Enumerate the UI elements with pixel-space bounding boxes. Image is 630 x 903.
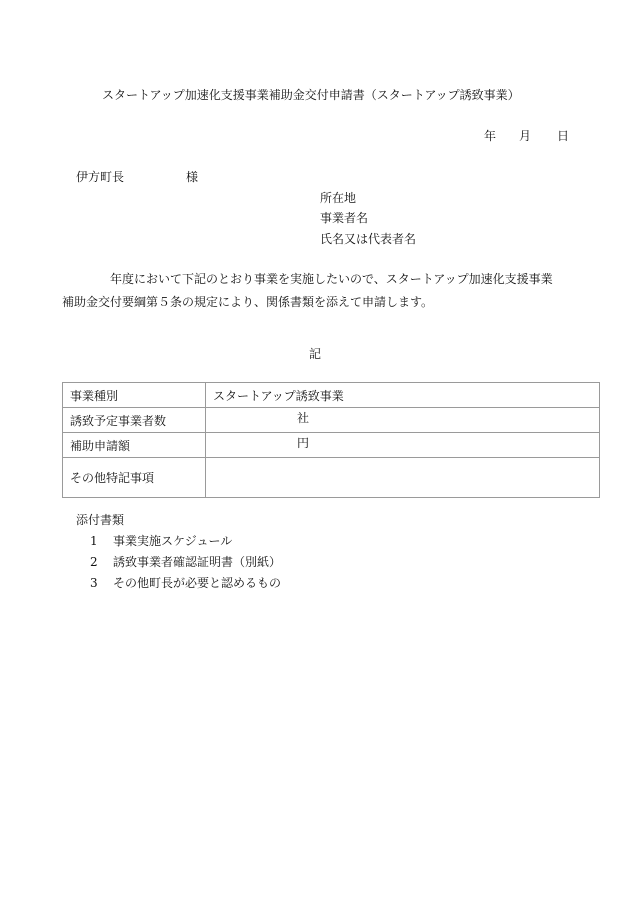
row-label: その他特記事項 xyxy=(63,458,206,498)
item-text: その他町長が必要と認めるもの xyxy=(113,576,282,590)
row-label: 誘致予定事業者数 xyxy=(63,408,206,433)
date-month-label: 月 xyxy=(519,129,532,143)
unit-label: 社 xyxy=(297,410,310,425)
business-count-field[interactable] xyxy=(206,408,600,433)
unit-label: 円 xyxy=(297,435,310,450)
table-row xyxy=(63,433,600,458)
item-text: 事業実施スケジュール xyxy=(113,534,233,548)
ki-heading: 記 xyxy=(309,347,322,361)
table-row xyxy=(63,458,600,498)
row-label: 事業種別 xyxy=(63,383,206,408)
addressee-name: 伊方町長 xyxy=(76,170,125,184)
subsidy-amount-field[interactable] xyxy=(206,433,600,458)
applicant-business-name-label: 事業者名 xyxy=(320,211,369,225)
applicant-representative-label: 氏名又は代表者名 xyxy=(320,232,417,246)
item-number: 2 xyxy=(90,555,98,569)
date-day-label: 日 xyxy=(557,129,570,143)
item-number: 1 xyxy=(90,534,98,548)
addressee-honorific: 様 xyxy=(186,170,199,184)
application-statement xyxy=(62,268,582,314)
row-label: 補助申請額 xyxy=(63,433,206,458)
business-type-value: スタートアップ誘致事業 xyxy=(206,383,600,408)
date-year-label: 年 xyxy=(484,129,497,143)
special-notes-field[interactable] xyxy=(206,458,600,498)
table-row xyxy=(63,383,600,408)
table-row xyxy=(63,408,600,433)
list-item xyxy=(90,553,281,570)
item-text: 誘致事業者確認証明書（別紙） xyxy=(113,555,282,569)
applicant-address-label: 所在地 xyxy=(320,191,357,205)
list-item xyxy=(90,532,232,549)
statement-line-2: 補助金交付要綱第５条の規定により、関係書類を添えて申請します。 xyxy=(62,295,434,309)
document-title: スタートアップ加速化支援事業補助金交付申請書（スタートアップ誘致事業） xyxy=(102,88,520,102)
statement-line-1: 年度において下記のとおり事業を実施したいので、スタートアップ加速化支援事業 xyxy=(110,272,553,286)
attachments-heading: 添付書類 xyxy=(76,513,125,527)
application-details-table xyxy=(62,382,600,498)
item-number: 3 xyxy=(90,576,98,590)
list-item xyxy=(90,574,281,591)
